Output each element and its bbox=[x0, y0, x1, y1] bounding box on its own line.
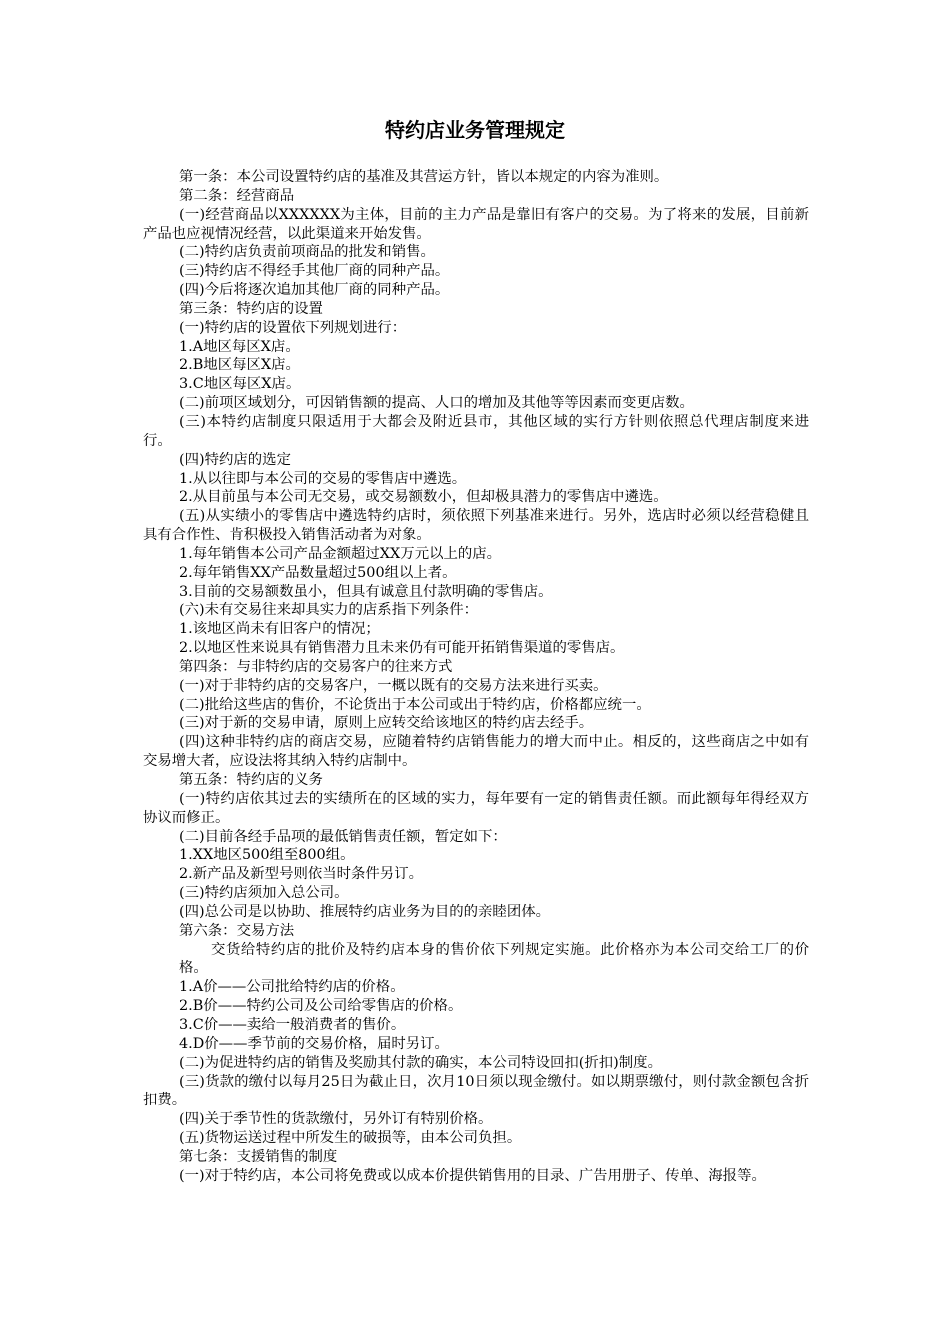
document-paragraph: 3.C价——卖给一般消费者的售价。 bbox=[179, 1016, 406, 1033]
document-paragraph: (五)从实绩小的零售店中遴选特约店时，须依照下列基准来进行。另外，选店时必须以经营稳健且具有合作性、肯积极投入销售活动者为对象。 bbox=[143, 508, 809, 544]
document-paragraph: 1.每年销售本公司产品金额超过XX万元以上的店。 bbox=[179, 545, 502, 562]
document-paragraph: (二)目前各经手品项的最低销售责任额，暂定如下： bbox=[179, 828, 507, 845]
document-paragraph: (四)今后将逐次追加其他厂商的同种产品。 bbox=[179, 282, 450, 299]
document-paragraph: 1.A地区每区X店。 bbox=[179, 338, 300, 355]
document-paragraph: 2.从目前虽与本公司无交易，或交易额数小，但却极具潜力的零售店中遴选。 bbox=[179, 489, 668, 506]
document-paragraph: 1.该地区尚未有旧客户的情况； bbox=[179, 621, 380, 638]
document-paragraph: 交货给特约店的批价及特约店本身的售价依下列规定实施。此价格亦为本公司交给工厂的价格。 bbox=[179, 941, 809, 977]
document-paragraph: 3.目前的交易额数虽小，但具有诚意且付款明确的零售店。 bbox=[179, 583, 553, 600]
document-paragraph: 3.C地区每区X店。 bbox=[179, 376, 301, 393]
document-paragraph: 第六条：交易方法 bbox=[179, 922, 295, 939]
document-paragraph: (一)特约店的设置依下列规划进行： bbox=[179, 319, 407, 336]
document-paragraph: 第一条：本公司设置特约店的基准及其营运方针，皆以本规定的内容为准则。 bbox=[179, 169, 669, 185]
document-paragraph: 4.D价——季节前的交易价格，届时另订。 bbox=[179, 1035, 449, 1052]
document-paragraph: (一)对于特约店，本公司将免费或以成本价提供销售用的目录、广告用册子、传单、海报等。 bbox=[179, 1167, 766, 1184]
document-paragraph: (二)特约店负责前项商品的批发和销售。 bbox=[179, 244, 435, 261]
document-paragraph: 1.XX地区500组至800组。 bbox=[179, 847, 355, 864]
document-paragraph: 1.从以往即与本公司的交易的零售店中遴选。 bbox=[179, 470, 467, 487]
document-paragraph: 第二条：经营商品 bbox=[179, 187, 295, 204]
document-paragraph: (二)批给这些店的售价，不论货出于本公司或出于特约店，价格都应统一。 bbox=[179, 696, 651, 713]
document-paragraph: (五)货物运送过程中所发生的破损等，由本公司负担。 bbox=[179, 1130, 522, 1147]
document-paragraph: (二)前项区域划分，可因销售额的提高、人口的增加及其他等等因素而变更店数。 bbox=[179, 395, 694, 412]
document-paragraph: (四)特约店的选定 bbox=[179, 451, 291, 468]
document-paragraph: (一)对于非特约店的交易客户，一概以既有的交易方法来进行买卖。 bbox=[179, 677, 608, 694]
document-paragraph: (一)特约店依其过去的实绩所在的区域的实力，每年要有一定的销售责任额。而此额每年得经双方协议而修正。 bbox=[143, 790, 809, 826]
document-paragraph: 第四条：与非特约店的交易客户的往来方式 bbox=[179, 658, 453, 675]
document-paragraph: (三)特约店不得经手其他厂商的同种产品。 bbox=[179, 263, 450, 280]
document-body bbox=[143, 168, 809, 1186]
document-paragraph: (三)对于新的交易申请，原则上应转交给该地区的特约店去经手。 bbox=[179, 715, 594, 732]
document-paragraph: 第三条：特约店的设置 bbox=[179, 300, 323, 317]
document-paragraph: 2.新产品及新型号则依当时条件另订。 bbox=[179, 866, 423, 883]
document-paragraph: (四)关于季节性的货款缴付，另外订有特别价格。 bbox=[179, 1111, 493, 1128]
document-paragraph: 2.以地区性来说具有销售潜力且未来仍有可能开拓销售渠道的零售店。 bbox=[179, 640, 625, 657]
document-paragraph: 2.B价——特约公司及公司给零售店的价格。 bbox=[179, 998, 463, 1015]
document-paragraph: (三)本特约店制度只限适用于大都会及附近县市，其他区域的实行方针则依照总代理店制度来进行。 bbox=[143, 413, 809, 449]
document-paragraph: (四)这种非特约店的商店交易，应随着特约店销售能力的增大而中止。相反的，这些商店之中如有交易增大者，应设法将其纳入特约店制中。 bbox=[143, 734, 809, 770]
document-paragraph: 第七条：支援销售的制度 bbox=[179, 1148, 338, 1165]
document-paragraph: (一)经营商品以XXXXXX为主体，目前的主力产品是靠旧有客户的交易。为了将来的发展，目前新产品也应视情况经营，以此渠道来开始发售。 bbox=[143, 206, 809, 242]
document-paragraph: 1.A价——公司批给特约店的价格。 bbox=[179, 979, 405, 996]
document-paragraph: (三)货款的缴付以每月25日为截止日，次月10日须以现金缴付。如以期票缴付，则付款金额包含折扣费。 bbox=[143, 1073, 809, 1109]
document-paragraph: 2.B地区每区X店。 bbox=[179, 357, 300, 374]
document-paragraph: 第五条：特约店的义务 bbox=[179, 772, 323, 788]
document-paragraph: (二)为促进特约店的销售及奖励其付款的确实，本公司特设回扣(折扣)制度。 bbox=[179, 1054, 662, 1071]
document-paragraph: (三)特约店须加入总公司。 bbox=[179, 885, 349, 902]
document-paragraph: (四)总公司是以协助、推展特约店业务为目的的亲睦团体。 bbox=[179, 903, 550, 920]
document-paragraph: (六)未有交易往来却具实力的店系指下列条件： bbox=[179, 602, 479, 619]
document-title: 特约店业务管理规定 bbox=[385, 118, 565, 142]
document-paragraph: 2.每年销售XX产品数量超过500组以上者。 bbox=[179, 564, 457, 581]
